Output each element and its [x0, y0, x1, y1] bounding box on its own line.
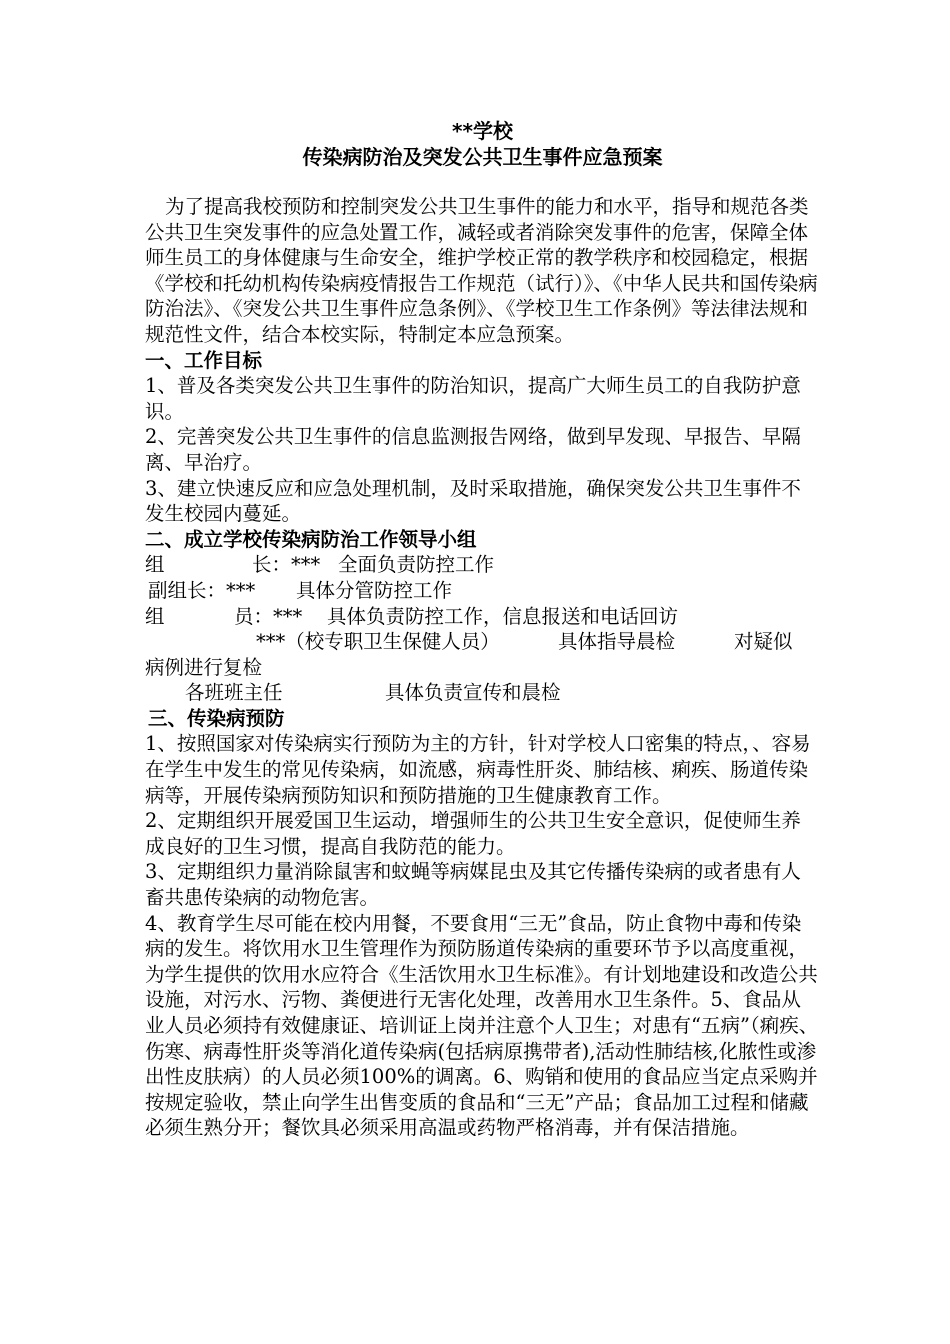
health-duty: 具体指导晨检 — [558, 630, 676, 654]
health-duty-continued: 对疑似 — [734, 630, 793, 654]
member-row — [145, 604, 820, 630]
leader-row — [145, 552, 820, 578]
member-role: 员：*** — [234, 604, 303, 628]
deputy-row — [145, 578, 820, 604]
leader-duty: 全面负责防控工作 — [338, 553, 495, 577]
deputy-duty: 具体分管防控工作 — [296, 578, 453, 602]
section3-item-1: 1、按照国家对传染病实行预防为主的方针，针对学校人口密集的特点，、容易在学生中发生的常见传染病，如流感，病毒性肝炎、肺结核、痢疾、肠道传染病等，开展传染病预防知识和预防措施的卫生健康教育工作。 — [145, 732, 811, 807]
section3-item-3: 3、定期组织力量消除鼠害和蚊蝇等病媒昆虫及其它传播传染病的或者患有人畜共患传染病的动物危害。 — [145, 860, 801, 910]
document-title: 传染病防治及突发公共卫生事件应急预案 — [302, 145, 663, 169]
class-teacher: 各班班主任 — [185, 681, 283, 705]
health-staff: ***（校专职卫生保健人员） — [256, 630, 500, 654]
document-body — [145, 118, 820, 1141]
section3-item-4: 4、教育学生尽可能在校内用餐，不要食用“三无”食品，防止食物中毒和传染病的发生。将饮用水卫生管理作为预防肠道传染病的重要环节予以高度重视，为学生提供的饮用水应符合《生活饮用水卫生标准》。有计划地建设和改造公共设施，对污水、污物、粪便进行无害化处理，改善用水卫生条件。5、食品从业人员必须持有效健康证、培训证上岗并注意个人卫生；对患有“五病”（痢疾、伤寒、病毒性肝炎等消化道传染病(包括病原携带者),活动性肺结核,化脓性或渗出性皮肤病）的人员必须100%的调离。6、购销和使用的食品应当定点采购并按规定验收，禁止向学生出售变质的食品和“三无”产品；食品加工过程和储藏必须生熟分开；餐饮具必须采用高温或药物严格消毒，并有保洁措施。 — [145, 911, 819, 1140]
leader-role-prefix: 组 — [145, 553, 165, 577]
section1-item-2: 2、完善突发公共卫生事件的信息监测报告网络，做到早发现、早报告、早隔离、早治疗。 — [145, 425, 801, 474]
school-name: **学校 — [452, 119, 513, 143]
deputy-role: 副组长：*** — [148, 578, 256, 602]
class-duty: 具体负责宣传和晨检 — [385, 681, 561, 705]
health-duty-end: 病例进行复检 — [145, 655, 263, 679]
leader-role: 长：*** — [252, 553, 321, 577]
section1-heading: 一、工作目标 — [145, 348, 263, 372]
section3-heading: 三、传染病预防 — [148, 706, 285, 730]
intro-paragraph: 为了提高我校预防和控制突发公共卫生事件的能力和水平，指导和规范各类公共卫生突发事件的应急处置工作，减轻或者消除突发事件的危害，保障全体师生员工的身体健康与生命安全，维护学校正常的教学秩序和校园稳定，根据《学校和托幼机构传染病疫情报告工作规范（试行）》、《中华人民共和国传染病防治法》、《突发公共卫生事件应急条例》、《学校卫生工作条例》等法律法规和规范性文件，结合本校实际，特制定本应急预案。 — [145, 195, 818, 346]
section1-item-3: 3、建立快速反应和应急处理机制，及时采取措施，确保突发公共卫生事件不发生校园内蔓延。 — [145, 476, 801, 526]
health-staff-row-2 — [145, 655, 820, 681]
member-role-prefix: 组 — [145, 604, 165, 628]
class-teacher-row — [145, 680, 820, 706]
member-duty: 具体负责防控工作，信息报送和电话回访 — [327, 604, 679, 628]
health-staff-row — [145, 629, 820, 655]
section2-heading: 二、成立学校传染病防治工作领导小组 — [145, 527, 477, 551]
section3-item-2: 2、定期组织开展爱国卫生运动，增强师生的公共卫生安全意识，促使师生养成良好的卫生习惯，提高自我防范的能力。 — [145, 809, 801, 858]
section1-item-1: 1、普及各类突发公共卫生事件的防治知识，提高广大师生员工的自我防护意识。 — [145, 374, 801, 423]
